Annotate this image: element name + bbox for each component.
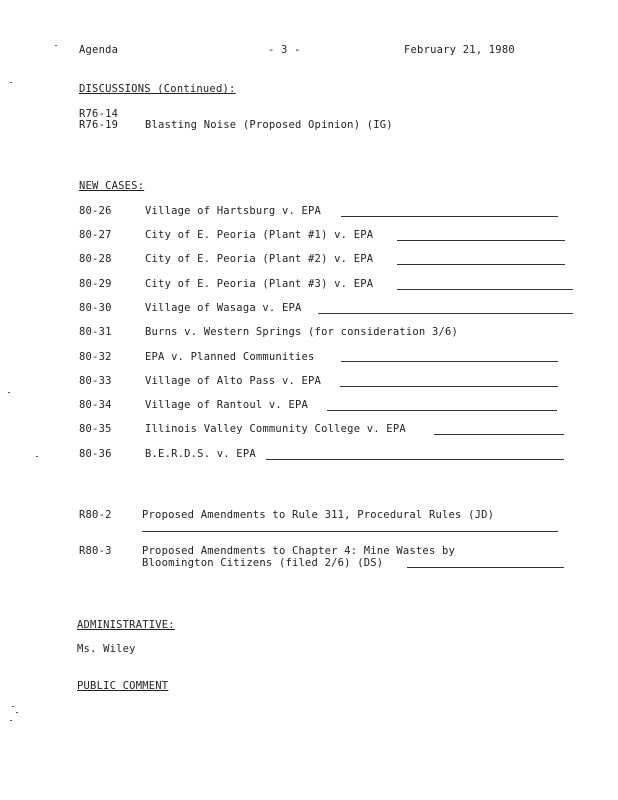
administrative-text: Ms. Wiley bbox=[77, 643, 136, 655]
scan-speck bbox=[10, 82, 12, 83]
case-number: 80-36 bbox=[79, 448, 112, 460]
case-number: 80-35 bbox=[79, 423, 112, 435]
case-title: EPA v. Planned Communities bbox=[145, 351, 315, 363]
signature-line bbox=[340, 386, 558, 387]
administrative-heading: ADMINISTRATIVE: bbox=[77, 619, 175, 631]
signature-line bbox=[407, 567, 564, 568]
scan-speck bbox=[10, 720, 12, 721]
header-date: February 21, 1980 bbox=[404, 44, 515, 56]
case-number: 80-33 bbox=[79, 375, 112, 387]
discussion-number: R76-14 bbox=[79, 108, 119, 120]
case-number: 80-29 bbox=[79, 278, 112, 290]
case-number: 80-26 bbox=[79, 205, 112, 217]
scan-speck bbox=[8, 392, 10, 393]
case-number: 80-31 bbox=[79, 326, 112, 338]
case-title: City of E. Peoria (Plant #2) v. EPA bbox=[145, 253, 374, 265]
discussion-number: R76-19 bbox=[79, 119, 119, 131]
rule-number: R80-3 bbox=[79, 545, 112, 557]
rule-title-line-2: Bloomington Citizens (filed 2/6) (DS) bbox=[142, 557, 384, 569]
rule-title: Proposed Amendments to Rule 311, Procedural Rules (JD) bbox=[142, 509, 495, 521]
case-number: 80-32 bbox=[79, 351, 112, 363]
case-title: City of E. Peoria (Plant #1) v. EPA bbox=[145, 229, 374, 241]
signature-line bbox=[318, 313, 573, 314]
signature-line bbox=[397, 240, 565, 241]
discussions-heading: DISCUSSIONS (Continued): bbox=[79, 83, 236, 95]
case-number: 80-30 bbox=[79, 302, 112, 314]
page-number: - 3 - bbox=[268, 44, 301, 56]
scan-speck bbox=[55, 45, 57, 46]
signature-line bbox=[434, 434, 564, 435]
signature-line bbox=[142, 531, 558, 532]
case-number: 80-28 bbox=[79, 253, 112, 265]
case-title: B.E.R.D.S. v. EPA bbox=[145, 448, 256, 460]
case-title: City of E. Peoria (Plant #3) v. EPA bbox=[145, 278, 374, 290]
case-title: Village of Wasaga v. EPA bbox=[145, 302, 302, 314]
signature-line bbox=[397, 264, 565, 265]
case-title: Village of Rantoul v. EPA bbox=[145, 399, 309, 411]
rule-title-line-1: Proposed Amendments to Chapter 4: Mine Wastes by bbox=[142, 545, 456, 557]
case-title: Burns v. Western Springs (for consideration 3/6) bbox=[145, 326, 459, 338]
signature-line bbox=[341, 361, 558, 362]
signature-line bbox=[341, 216, 558, 217]
case-title: Village of Alto Pass v. EPA bbox=[145, 375, 322, 387]
scan-speck bbox=[12, 706, 14, 707]
new-cases-heading: NEW CASES: bbox=[79, 180, 145, 192]
case-number: 80-34 bbox=[79, 399, 112, 411]
discussion-text: Blasting Noise (Proposed Opinion) (IG) bbox=[145, 119, 393, 131]
case-title: Village of Hartsburg v. EPA bbox=[145, 205, 322, 217]
signature-line bbox=[397, 289, 573, 290]
scan-speck bbox=[36, 456, 38, 457]
signature-line bbox=[327, 410, 557, 411]
public-comment-heading: PUBLIC COMMENT bbox=[77, 680, 169, 692]
rule-number: R80-2 bbox=[79, 509, 112, 521]
header-left: Agenda bbox=[79, 44, 119, 56]
case-number: 80-27 bbox=[79, 229, 112, 241]
scan-speck bbox=[16, 712, 18, 713]
case-title: Illinois Valley Community College v. EPA bbox=[145, 423, 406, 435]
signature-line bbox=[266, 459, 564, 460]
